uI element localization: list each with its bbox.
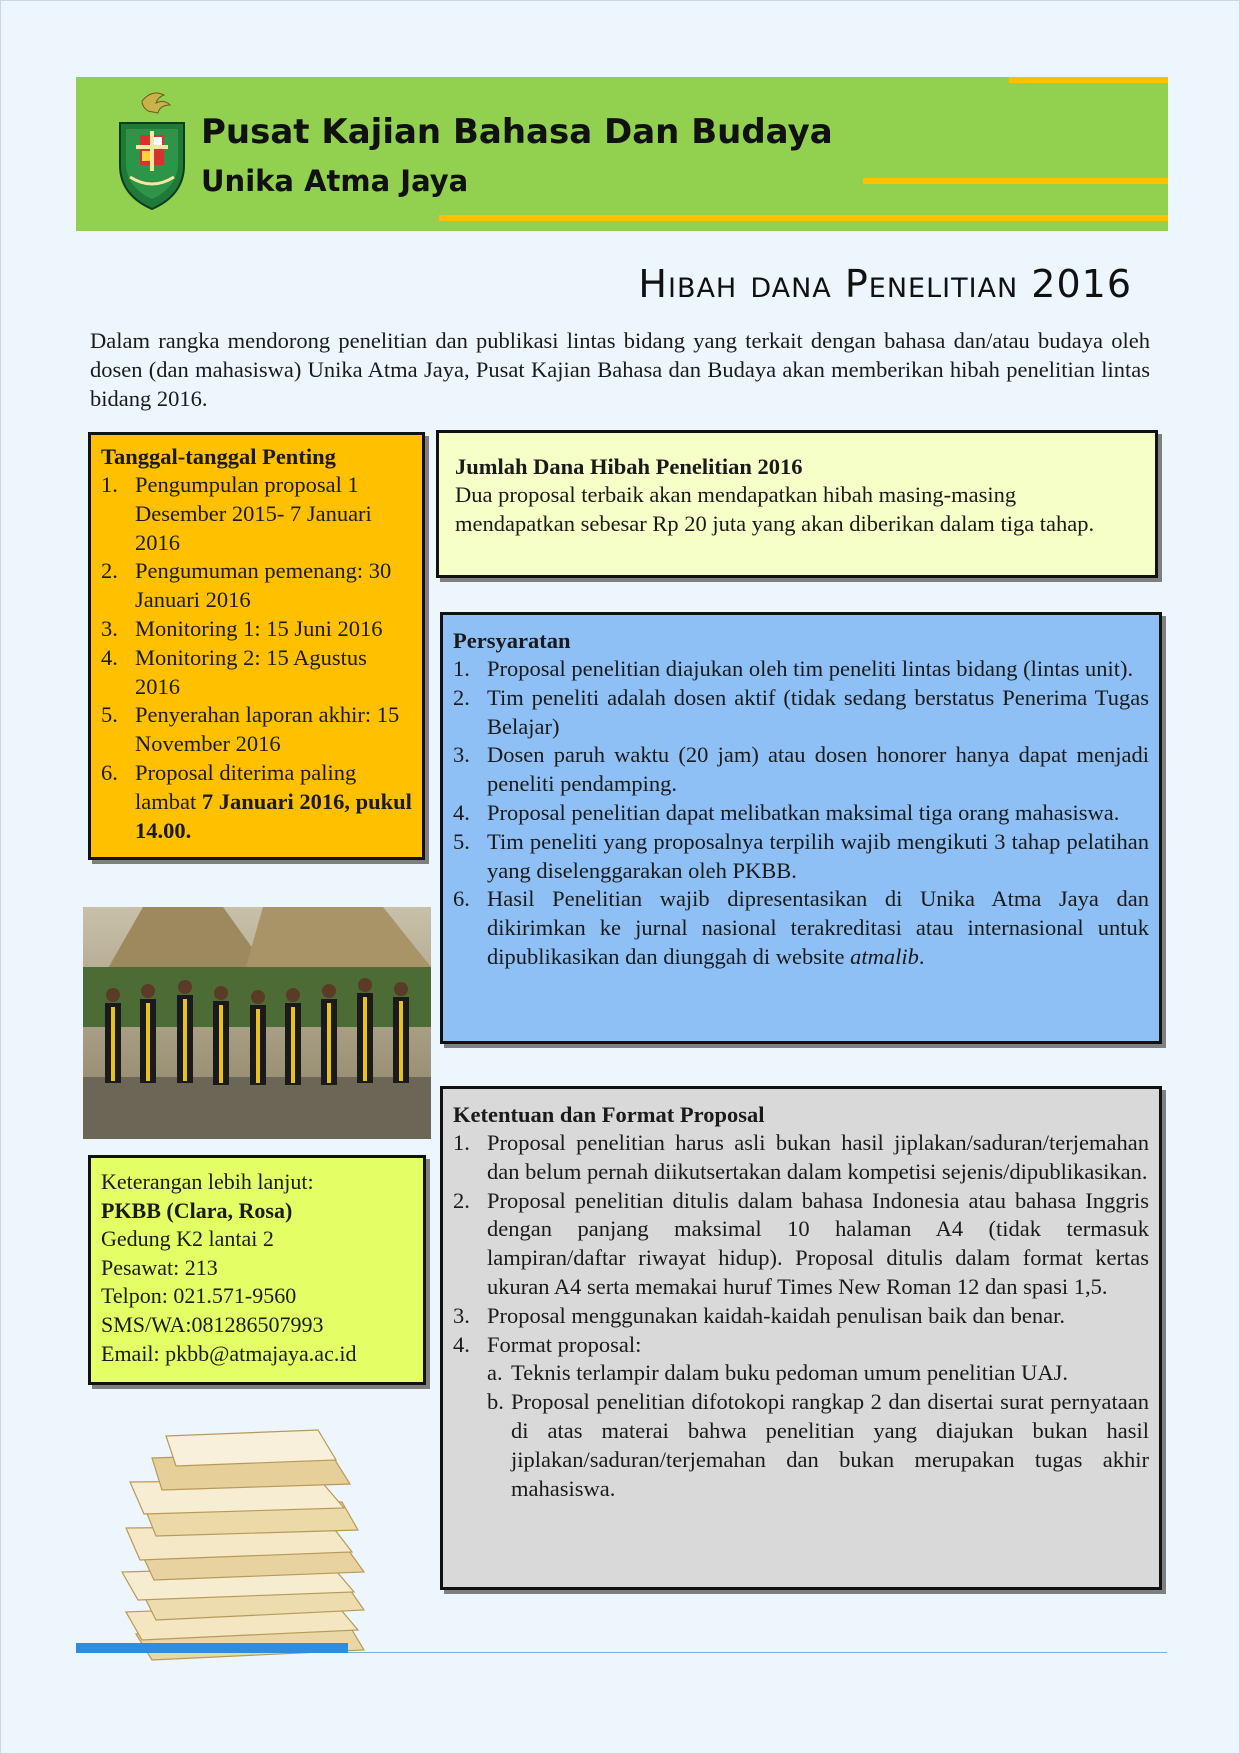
list-item xyxy=(101,615,412,644)
traditional-dancers-photo xyxy=(83,907,431,1139)
important-dates-heading: Tanggal-tanggal Penting xyxy=(101,444,336,469)
list-item xyxy=(453,684,1149,742)
contact-email[interactable]: Email: pkbb@atmajaya.ac.id xyxy=(101,1340,357,1366)
paper-stack-icon xyxy=(96,1422,396,1662)
contact-sms: SMS/WA:081286507993 xyxy=(101,1311,324,1337)
list-item xyxy=(453,885,1149,971)
list-item xyxy=(453,1187,1149,1302)
item-text: Monitoring 1: 15 Juni 2016 xyxy=(135,615,383,641)
proposal-format-box xyxy=(440,1086,1162,1590)
item-number: 2. xyxy=(453,1187,470,1213)
funding-text: Dua proposal terbaik akan mendapatkan hibah masing-masing mendapatkan sebesar Rp 20 juta yang akan diberikan dalam tiga tahap. xyxy=(455,482,1095,536)
list-item xyxy=(487,1388,1149,1503)
contact-box xyxy=(88,1155,426,1385)
proposal-format-sublist xyxy=(487,1359,1149,1503)
funding-heading: Jumlah Dana Hibah Penelitian 2016 xyxy=(455,454,803,479)
item-text: Teknis terlampir dalam buku pedoman umum penelitian UAJ. xyxy=(511,1360,1069,1386)
banner-stripe xyxy=(1009,77,1168,83)
proposal-format-list xyxy=(453,1129,1149,1503)
item-text: Pengumuman pemenang: 30 Januari 2016 xyxy=(135,558,392,613)
list-item xyxy=(101,644,412,702)
website-name: atmalib xyxy=(850,943,919,969)
item-text: Proposal penelitian harus asli bukan hasil jiplakan/saduran/terjemahan dan belum pernah diikutsertakan dalam kompetisi sejenis/dipublikasikan. xyxy=(487,1130,1149,1184)
list-item xyxy=(101,759,412,845)
page-title: Hibah dana Penelitian 2016 xyxy=(638,262,1132,306)
contact-intro: Keterangan lebih lanjut: xyxy=(101,1169,314,1194)
item-text: Monitoring 2: 15 Agustus 2016 xyxy=(135,644,367,699)
item-number: 2. xyxy=(453,684,470,710)
list-item xyxy=(453,655,1149,684)
item-text: Tim peneliti yang proposalnya terpilih wajib mengikuti 3 tahap pelatihan yang diselenggarakan oleh PKBB. xyxy=(487,828,1149,883)
org-subtitle: Unika Atma Jaya xyxy=(201,164,469,198)
header-banner xyxy=(76,77,1168,231)
item-text-end: . xyxy=(918,943,925,969)
contact-building: Gedung K2 lantai 2 xyxy=(101,1226,274,1252)
deadline-emphasis: 7 Januari 2016, pukul 14.00. xyxy=(135,788,412,843)
item-text: Proposal menggunakan kaidah-kaidah penulisan baik dan benar. xyxy=(487,1302,1065,1328)
list-item xyxy=(101,701,412,759)
item-text: Format proposal: xyxy=(487,1331,642,1357)
item-text: Proposal penelitian diajukan oleh tim peneliti lintas bidang (lintas unit). xyxy=(487,656,1134,681)
item-number: 1. xyxy=(453,656,470,681)
item-number: 6. xyxy=(101,759,118,785)
item-text: Hasil Penelitian wajib dipresentasikan di Unika Atma Jaya dan dikirimkan ke jurnal nasional terakreditasi atau internasional untuk dipublikasikan dan diunggah di website xyxy=(487,886,1149,969)
item-number: 1. xyxy=(101,472,118,497)
requirements-list xyxy=(453,655,1149,972)
item-letter: a. xyxy=(487,1360,503,1386)
item-text: Pengumpulan proposal 1 Desember 2015- 7 Januari 2016 xyxy=(135,472,372,555)
list-item xyxy=(101,557,412,615)
contact-extension: Pesawat: 213 xyxy=(101,1254,218,1280)
banner-stripe xyxy=(439,215,1168,221)
org-name: Pusat Kajian Bahasa Dan Budaya xyxy=(201,112,833,152)
item-text: Proposal penelitian dapat melibatkan maksimal tiga orang mahasiswa. xyxy=(487,799,1120,825)
item-number: 1. xyxy=(453,1130,470,1155)
funding-box xyxy=(436,430,1158,578)
list-item xyxy=(453,828,1149,886)
list-item xyxy=(453,741,1149,799)
item-number: 3. xyxy=(453,742,470,768)
intro-paragraph: Dalam rangka mendorong penelitian dan publikasi lintas bidang yang terkait dengan bahasa dan/atau budaya oleh dosen (dan mahasiswa) Unika Atma Jaya, Pusat Kajian Bahasa dan Budaya akan memberikan hibah penelitian lintas bidang 2016. xyxy=(90,328,1150,411)
list-item xyxy=(453,1302,1149,1331)
item-text: Proposal penelitian ditulis dalam bahasa Indonesia atau bahasa Inggris dengan panjang maksimal 10 halaman A4 (tidak termasuk lampiran/daftar riwayat hidup). Proposal ditulis dalam format kertas ukuran A4 serta memakai huruf Times New Roman 12 dan spasi 1,5. xyxy=(487,1187,1149,1299)
item-number: 5. xyxy=(453,828,470,854)
item-number: 4. xyxy=(101,644,118,670)
contact-name: PKBB (Clara, Rosa) xyxy=(101,1197,293,1223)
banner-stripe xyxy=(863,178,1168,184)
requirements-box xyxy=(440,612,1162,1044)
list-item xyxy=(453,1331,1149,1504)
item-text: Proposal diterima paling lambat xyxy=(135,759,357,814)
list-item xyxy=(453,799,1149,828)
item-text: Dosen paruh waktu (20 jam) atau dosen honorer hanya dapat menjadi peneliti pendamping. xyxy=(487,742,1149,797)
item-text: Tim peneliti adalah dosen aktif (tidak sedang berstatus Penerima Tugas Belajar) xyxy=(487,684,1149,739)
list-item xyxy=(101,471,412,557)
requirements-heading: Persyaratan xyxy=(453,628,571,653)
important-dates-box xyxy=(88,432,425,860)
list-item xyxy=(453,1129,1149,1187)
item-number: 5. xyxy=(101,702,118,728)
item-letter: b. xyxy=(487,1389,504,1415)
footer-accent-bar xyxy=(76,1643,348,1653)
important-dates-list xyxy=(101,471,412,845)
list-item xyxy=(487,1359,1149,1388)
contact-phone: Telpon: 021.571-9560 xyxy=(101,1283,297,1309)
item-text: Penyerahan laporan akhir: 15 November 2016 xyxy=(135,702,400,757)
item-text: Proposal penelitian difotokopi rangkap 2 dan disertai surat pernyataan di atas materai bahwa penelitian yang diajukan bukan hasil jiplakan/saduran/terjemahan dan bukan merupakan tugas akhir mahasiswa. xyxy=(511,1389,1149,1501)
item-number: 3. xyxy=(101,615,118,641)
proposal-format-heading: Ketentuan dan Format Proposal xyxy=(453,1102,765,1127)
atma-jaya-crest-icon xyxy=(112,87,192,213)
item-number: 2. xyxy=(101,558,118,584)
item-number: 4. xyxy=(453,1331,470,1357)
item-number: 6. xyxy=(453,886,470,912)
item-number: 4. xyxy=(453,799,470,825)
item-number: 3. xyxy=(453,1302,470,1328)
